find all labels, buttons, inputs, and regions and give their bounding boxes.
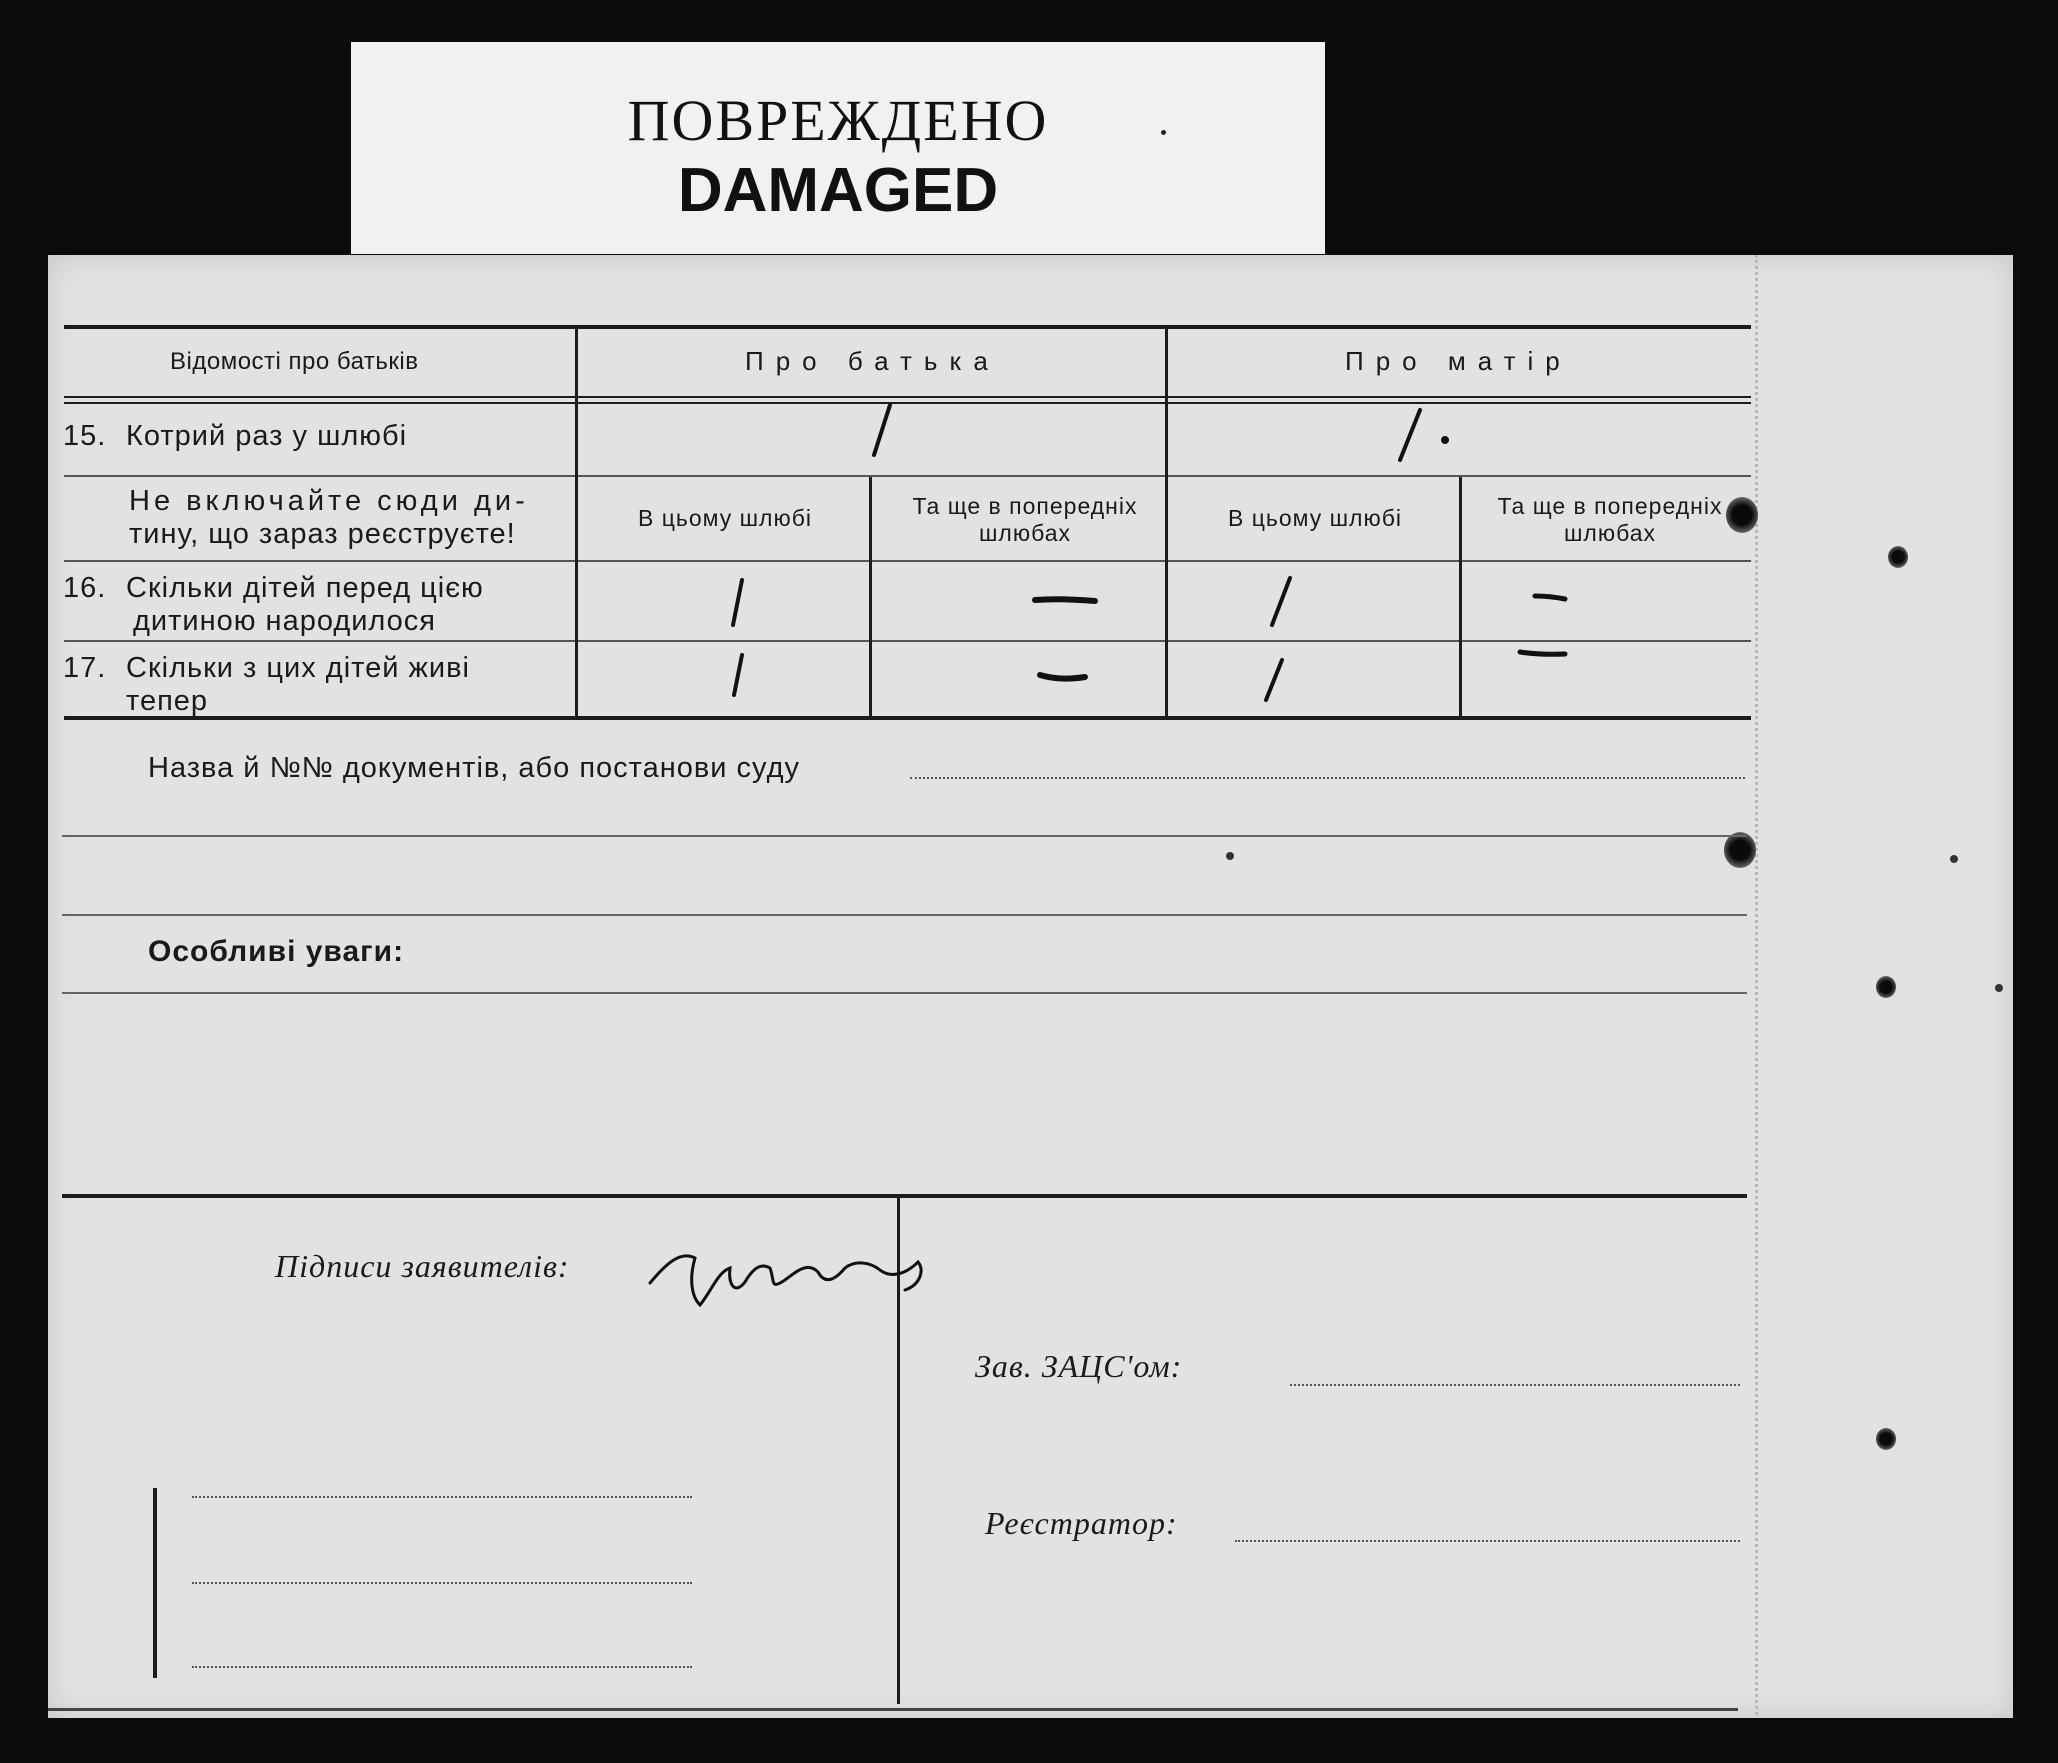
head-label: Зав. ЗАЦС'ом: (975, 1348, 1183, 1384)
sub-header-previous-line2: шлюбах (1563, 520, 1657, 546)
damaged-label-en: DAMAGED (677, 156, 999, 225)
sub-header-previous-line2: шлюбах (978, 520, 1072, 546)
col-header-father: Про батька (745, 346, 1000, 376)
registrar-label: Реєстратор: (985, 1505, 1178, 1541)
row-number: 17. (63, 652, 107, 684)
row-label: тину, що зараз реєструєте! (129, 518, 516, 550)
row-label: дитиною народилося (133, 605, 437, 637)
signature-brace (153, 1488, 157, 1678)
row-label: Котрий раз у шлюбі (126, 420, 408, 452)
sheet-bottom-rule (48, 1708, 1738, 1711)
row-label: Не включайте сюди ди- (129, 485, 529, 517)
signature-stroke (650, 1256, 921, 1305)
signatures-label: Підписи заявителів: (275, 1248, 570, 1284)
signature-dotted-line-1 (192, 1496, 692, 1498)
row-number: 15. (63, 420, 107, 452)
documents-label: Назва й №№ документів, або постанови суду (148, 752, 801, 784)
damaged-label-ru: ПОВРЕЖДЕНО (627, 88, 1049, 153)
registrar-dotted-line (1235, 1540, 1740, 1542)
head-dotted-line (1290, 1384, 1740, 1386)
remarks-label: Особливі уваги: (148, 935, 405, 968)
row-label: Скільки з цих дітей живі (126, 652, 470, 684)
row-number: 16. (63, 572, 107, 604)
sub-header-this-marriage: В цьому шлюбі (637, 505, 813, 531)
sub-header-previous-line1: Та ще в попередніх (1497, 493, 1723, 519)
sub-header-this-marriage: В цьому шлюбі (1227, 505, 1403, 531)
signature-dotted-line-2 (192, 1582, 692, 1584)
col-header-mother: Про матір (1345, 346, 1572, 376)
row-label: Скільки дітей перед цією (126, 572, 484, 604)
row-label: тепер (126, 685, 209, 717)
sub-header-previous-line1: Та ще в попередніх (912, 493, 1138, 519)
col-header-info: Відомості про батьків (170, 348, 419, 375)
signature-dotted-line-3 (192, 1666, 692, 1668)
